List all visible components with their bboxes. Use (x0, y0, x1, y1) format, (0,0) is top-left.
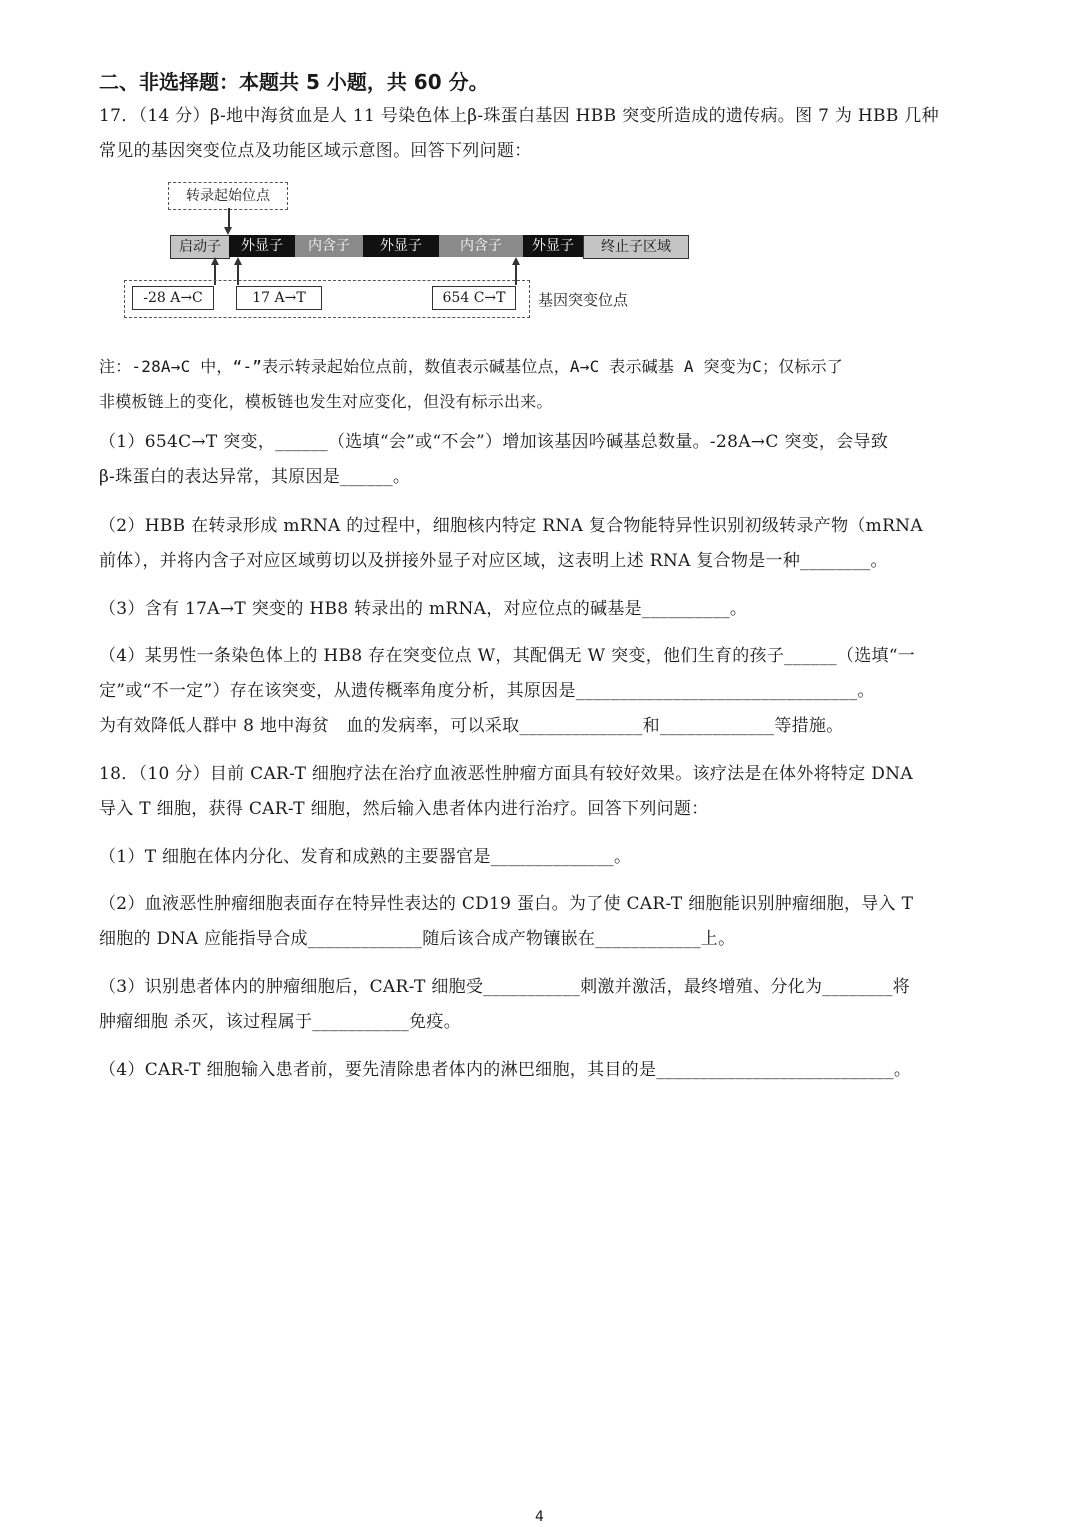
q17-part1-line-1: （1）654C→T 突变，______（选填“会”或“不会”）增加该基因吟碱基总数量。-28A→C 突变，会导致 (99, 432, 889, 452)
q18-part1: （1）T 细胞在体内分化、发育和成熟的主要器官是______________。 (99, 847, 632, 867)
segment-exon-2: 外显子 (363, 235, 439, 257)
start-site-box (168, 182, 288, 210)
q17-intro-line-1: 17．（14 分）β-地中海贫血是人 11 号染色体上β-珠蛋白基因 HBB 突变所造成的遗传病。图 7 为 HBB 几种 (99, 106, 939, 126)
q18-part3-line-2: 肿瘤细胞 杀灭，该过程属于___________免疫。 (99, 1012, 462, 1032)
q17-intro-line-2: 常见的基因突变位点及功能区域示意图。回答下列问题： (99, 141, 532, 161)
q17-note-line-1: 注：-28A→C 中，“-”表示转录起始位点前，数值表示碱基位点，A→C 表示碱基 A 突变为C；仅标示了 (99, 357, 843, 376)
q17-part4-line-2: 定”或“不一定”）存在该突变，从遗传概率角度分析，其原因是________________________________。 (99, 681, 875, 701)
page-number: 4 (535, 1509, 544, 1525)
start-site-arrow-icon (224, 227, 232, 235)
q17-part4-line-3: 为有效降低人群中 8 地中海贫 血的发病率，可以采取______________和_____________等措施。 (99, 716, 844, 736)
segment-terminator: 终止子区域 (583, 235, 689, 259)
start-site-connector (228, 208, 230, 228)
segment-promoter: 启动子 (170, 235, 230, 259)
mutation-box-2: 17 A→T (236, 286, 322, 310)
segment-exon-1: 外显子 (229, 235, 295, 257)
mutation-box-1: -28 A→C (132, 286, 214, 310)
q18-part3-line-1: （3）识别患者体内的肿瘤细胞后，CAR-T 细胞受___________刺激并激活，最终增殖、分化为________将 (99, 977, 910, 997)
q17-note-line-2: 非模板链上的变化，模板链也发生对应变化，但没有标示出来。 (99, 392, 553, 411)
start-site-label: 转录起始位点 (186, 188, 270, 204)
q17-part2-line-1: （2）HBB 在转录形成 mRNA 的过程中，细胞核内特定 RNA 复合物能特异性识别初级转录产物（mRNA (99, 516, 923, 536)
q18-part4: （4）CAR-T 细胞输入患者前，要先清除患者体内的淋巴细胞，其目的是___________________________。 (99, 1060, 912, 1080)
q18-part2-line-1: （2）血液恶性肿瘤细胞表面存在特异性表达的 CD19 蛋白。为了使 CAR-T 细胞能识别肿瘤细胞，导入 T (99, 894, 914, 914)
q18-intro-line-1: 18．（10 分）目前 CAR-T 细胞疗法在治疗血液恶性肿瘤方面具有较好效果。该疗法是在体外将特定 DNA (99, 764, 913, 784)
mutation-box-3: 654 C→T (432, 286, 516, 310)
mutation-label: 基因突变位点 (538, 291, 629, 309)
segment-intron-2: 内含子 (439, 235, 523, 257)
q17-part3: （3）含有 17A→T 突变的 HB8 转录出的 mRNA，对应位点的碱基是__________。 (99, 599, 748, 619)
section-heading: 二、非选择题：本题共 5 小题，共 60 分。 (99, 70, 489, 94)
q17-part4-line-1: （4）某男性一条染色体上的 HB8 存在突变位点 W，其配偶无 W 突变，他们生育的孩子______（选填“一 (99, 646, 916, 666)
q17-part1-line-2: β-珠蛋白的表达异常，其原因是______。 (99, 467, 411, 487)
q18-intro-line-2: 导入 T 细胞，获得 CAR-T 细胞，然后输入患者体内进行治疗。回答下列问题： (99, 799, 709, 819)
q17-part2-line-2: 前体），并将内含子对应区域剪切以及拼接外显子对应区域，这表明上述 RNA 复合物是一种________。 (99, 551, 888, 571)
q18-part2-line-2: 细胞的 DNA 应能指导合成_____________随后该合成产物镶嵌在____________上。 (99, 929, 736, 949)
segment-exon-3: 外显子 (523, 235, 583, 257)
segment-intron-1: 内含子 (295, 235, 363, 257)
